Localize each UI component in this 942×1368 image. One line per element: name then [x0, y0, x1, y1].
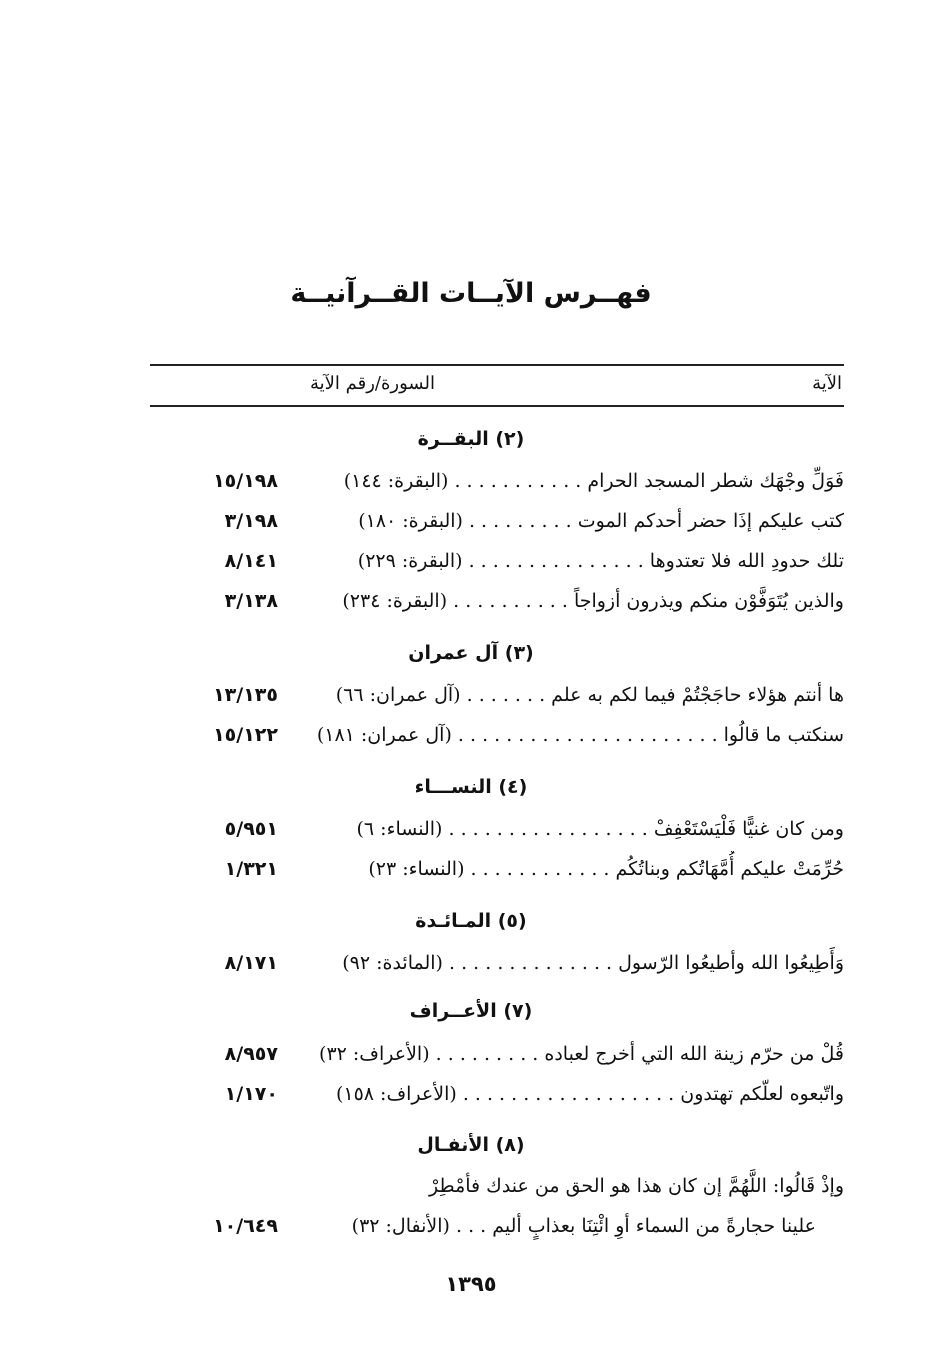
list-item [150, 543, 844, 579]
list-item [150, 1208, 844, 1244]
verse-text: تلك حدودِ الله فلا تعتدوها . . . . . . . . . . . . . . . (البقرة: ٢٢٩) [357, 550, 844, 572]
list-item [150, 1168, 844, 1204]
verse-text: واتّبعوه لعلّكم تهتدون . . . . . . . . . . . . . . . . . . (الأعراف: ١٥٨) [335, 1083, 844, 1105]
list-item [150, 503, 844, 539]
table-header-rule [150, 405, 844, 407]
section-title-maida: (٥) المـائـدة [415, 910, 527, 932]
verse-reference: ١٥/١٢٢ [213, 724, 278, 746]
verse-reference: ١/١٧٠ [224, 1083, 278, 1105]
page-number: ١٣٩٥ [445, 1272, 497, 1296]
verse-text: وَأَطِيعُوا الله وأطيعُوا الرّسول . . . . . . . . . . . . . . (المائدة: ٩٢) [342, 952, 844, 974]
column-header-verse: الآية [812, 373, 842, 394]
verse-reference: ٨/٩٥٧ [224, 1043, 278, 1065]
verse-reference: ١٥/١٩٨ [213, 470, 278, 492]
verse-text: فَوَلِّ وجْهَك شطر المسجد الحرام . . . . . . . . . . . (البقرة: ١٤٤) [343, 470, 844, 492]
verse-text: وإذْ قَالُوا: اللَّهُمَّ إن كان هذا هو الحق من عندك فأمْطِرْ [429, 1175, 844, 1197]
list-item [150, 945, 844, 981]
verse-reference: ٣/١٩٨ [224, 510, 278, 532]
list-item [150, 583, 844, 619]
verse-text: علينا حجارةً من السماء أوِ ائْتِنَا بعذابٍ أليم . . . (الأنفال: ٣٢) [351, 1215, 816, 1237]
verse-reference: ١/٣٢١ [224, 858, 278, 880]
verse-text: ومن كان غنيًّا فَلْيَسْتَعْفِفْ . . . . . . . . . . . . . . . . . (النساء: ٦) [356, 818, 844, 840]
list-item [150, 1036, 844, 1072]
section-title-anfal: (٨) الأنفـال [417, 1134, 525, 1156]
table-top-rule [150, 364, 844, 366]
verse-text: ها أنتم هؤلاء حاجَجْتُمْ فيما لكم به علم . . . . . . . (آل عمران: ٦٦) [335, 684, 844, 706]
verse-text: والذين يُتَوَفَّوْن منكم ويذرون أزواجاً . . . . . . . . . . (البقرة: ٢٣٤) [342, 590, 844, 612]
section-title-aal-imran: (٣) آل عمران [408, 642, 534, 664]
verse-text: كتب عليكم إذَا حضر أحدكم الموت . . . . . . . . . (البقرة: ١٨٠) [358, 510, 844, 532]
verse-reference: ٥/٩٥١ [224, 818, 278, 840]
section-title-araf: (٧) الأعــراف [409, 1000, 533, 1022]
verse-text: قُلْ من حرّم زينة الله التي أخرج لعباده . . . . . . . . . (الأعراف: ٣٢) [319, 1043, 844, 1065]
list-item [150, 677, 844, 713]
column-header-surah-ayah: السورة/رقم الآية [310, 373, 435, 394]
verse-reference: ٣/١٣٨ [224, 590, 278, 612]
verse-reference: ١٠/٦٤٩ [213, 1215, 278, 1237]
section-title-nisa: (٤) النســـاء [414, 776, 528, 798]
list-item [150, 811, 844, 847]
list-item [150, 1076, 844, 1112]
verse-reference: ٨/١٤١ [224, 550, 278, 572]
list-item [150, 463, 844, 499]
verse-reference: ١٣/١٣٥ [213, 684, 278, 706]
verse-reference: ٨/١٧١ [224, 952, 278, 974]
verse-text: سنكتب ما قالُوا . . . . . . . . . . . . . . . . . . . . . . (آل عمران: ١٨١) [316, 724, 844, 746]
section-title-baqara: (٢) البقــرة [417, 428, 525, 450]
list-item [150, 717, 844, 753]
verse-text: حُرِّمَتْ عليكم أُمَّهَاتُكم وبناتُكُم . . . . . . . . . . . . (النساء: ٢٣) [368, 858, 844, 880]
list-item [150, 851, 844, 887]
page-title: فهــرس الآيــات القــرآنيــة [290, 278, 652, 309]
